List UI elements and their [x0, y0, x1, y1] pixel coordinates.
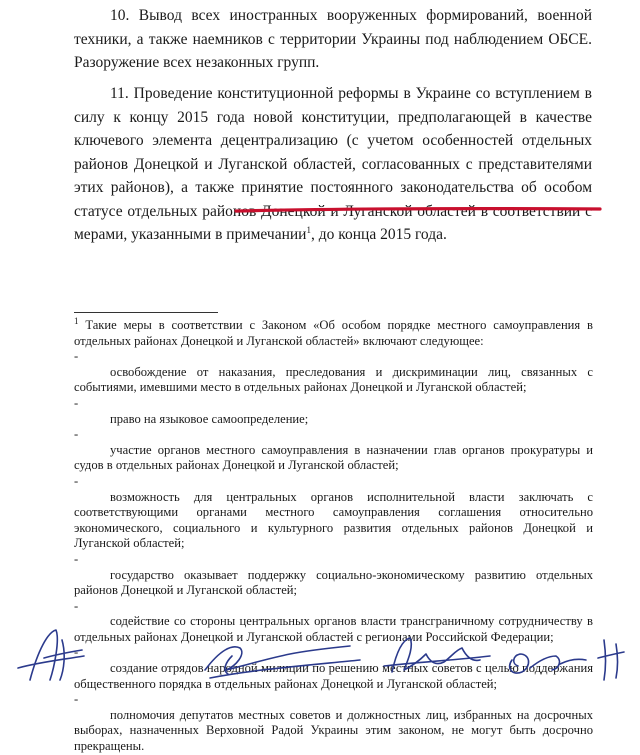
footnote-item: возможность для центральных органов исполнительной власти заключать с соответствующими органами местного самоуправления соглашения относительно экономического, социального и культурного развития отдельных районов Донецкой и Луганской областей;: [74, 489, 593, 551]
footnote-item-dash: -: [74, 598, 79, 613]
paragraph-10-text: 10. Вывод всех иностранных вооруженных формирований, военной техники, а также наемников с территории Украины под наблюдением ОБСЕ. Разоружение всех незаконных групп.: [74, 7, 592, 71]
paragraph-11: [74, 82, 592, 247]
footnote-block: [74, 315, 593, 755]
paragraph-11-start: 11. Проведение конституционной реформы в Украине со вступлением в силу к концу 2015 года новой конституции, предполагающей в качестве ключевого элемента децентрализацию (с учетом особенностей отдельных районов Донецкой и Луганской областей, согласованных с представителями этих районов), а также: [74, 85, 592, 196]
footnote-item: содействие со стороны центральных органов власти трансграничному сотрудничеству в отдельных районах Донецкой и Луганской областей с регионами Российской Федерации;: [74, 614, 593, 644]
footnote-item: государство оказывает поддержку социально-экономическому развитию отдельных районов Донецкой и Луганской областей;: [74, 567, 593, 598]
red-underline-mark: [234, 206, 602, 214]
footnote-intro: [74, 315, 593, 349]
footnote-reference: 1: [306, 224, 311, 235]
footnote-item-dash: -: [74, 645, 79, 660]
footnote-item: полномочия депутатов местных советов и должностных лиц, избранных на досрочных выборах, назначенных Верховной Радой Украины этим законом, не могут быть досрочно прекращены.: [74, 707, 593, 754]
paragraph-11-end: , до конца 2015 года.: [310, 226, 447, 243]
footnote-item: участие органов местного самоуправления в назначении глав органов прокуратуры и судов в отдельных районах Донецкой и Луганской областей;: [74, 442, 593, 473]
footnote-item-dash: -: [74, 692, 79, 707]
footnote-item-dash: -: [74, 427, 79, 442]
footnote-item-dash: -: [74, 349, 79, 364]
footnote-item: освобождение от наказания, преследования и дискриминации лиц, связанных с событиями, имевшими место в отдельных районах Донецкой и Луганской областей;: [74, 364, 593, 395]
footnote-separator: [74, 312, 218, 313]
footnote-marker: 1: [74, 315, 79, 326]
paragraph-11-text: [74, 82, 592, 247]
paragraph-11-middle: статусе отдельных районов Донецкой и Луганской областей в соответствии с мерами, указанными в примечании: [74, 202, 592, 243]
footnote-item-dash: -: [74, 395, 79, 410]
footnote-item-dash: -: [74, 473, 79, 488]
footnote-item-dash: -: [74, 551, 79, 566]
footnote-list: [74, 349, 593, 754]
footnote-item: создание отрядов народной милиции по решению местных советов с целью поддержания общественного порядка в отдельных районах Донецкой и Луганской областей;: [74, 661, 593, 691]
footnote-intro-text: Такие меры в соответствии с Законом «Об особом порядке местного самоуправления в отдельных районах Донецкой и Луганской областей» включают следующее:: [74, 318, 593, 348]
footnote-item: право на языковое самоопределение;: [110, 411, 309, 426]
paragraph-10: [74, 4, 592, 75]
highlighted-phrase: принятие постоянного законодательства об особом: [241, 179, 593, 196]
